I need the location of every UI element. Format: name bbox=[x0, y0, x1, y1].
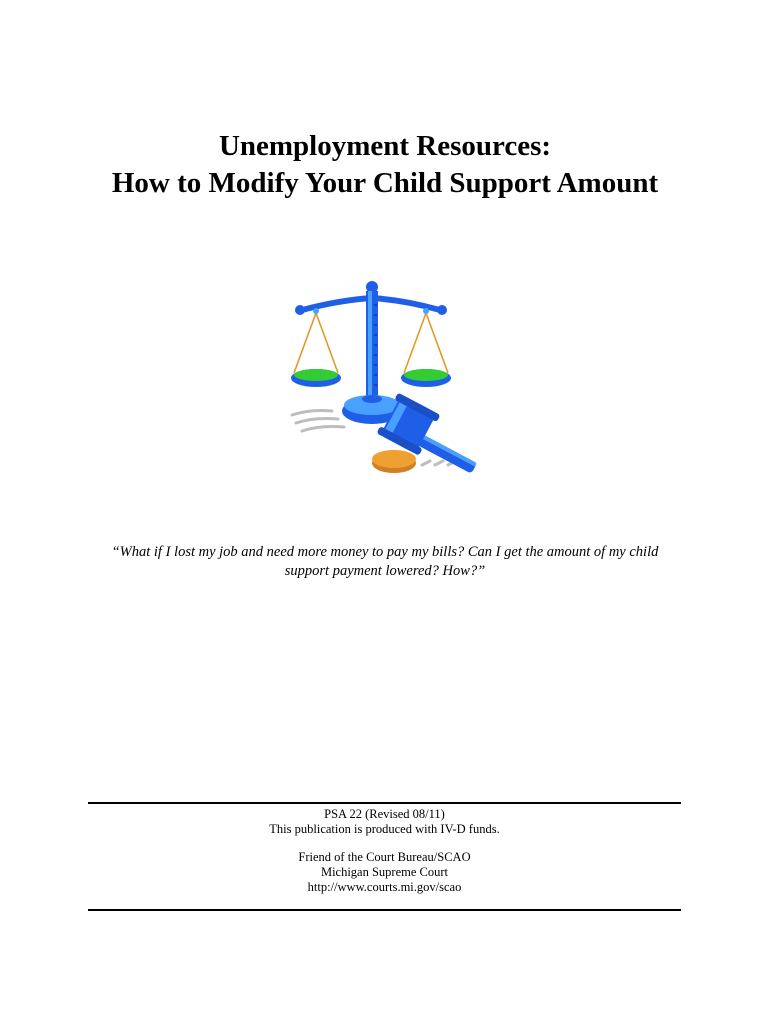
funding-note: This publication is produced with IV-D funds. bbox=[269, 822, 500, 836]
footer-top-rule bbox=[88, 802, 681, 804]
document-title bbox=[0, 128, 770, 202]
title-line-2: How to Modify Your Child Support Amount bbox=[111, 167, 659, 199]
scales-of-justice-icon bbox=[280, 275, 500, 485]
quote-line-1: “What if I lost my job and need more money to pay my bills? Can I get the amount of my child bbox=[111, 544, 659, 560]
publication-info bbox=[88, 807, 681, 837]
footer-bottom-rule bbox=[88, 909, 681, 911]
website-url: http://www.courts.mi.gov/scao bbox=[307, 880, 462, 894]
title-line-1: Unemployment Resources: bbox=[218, 130, 552, 162]
publisher-info bbox=[88, 850, 681, 895]
quote-line-2: support payment lowered? How?” bbox=[284, 563, 486, 579]
quote-text bbox=[80, 543, 690, 581]
office-name: Friend of the Court Bureau/SCAO bbox=[298, 850, 471, 864]
court-name: Michigan Supreme Court bbox=[320, 865, 449, 879]
psa-number: PSA 22 (Revised 08/11) bbox=[324, 807, 445, 821]
